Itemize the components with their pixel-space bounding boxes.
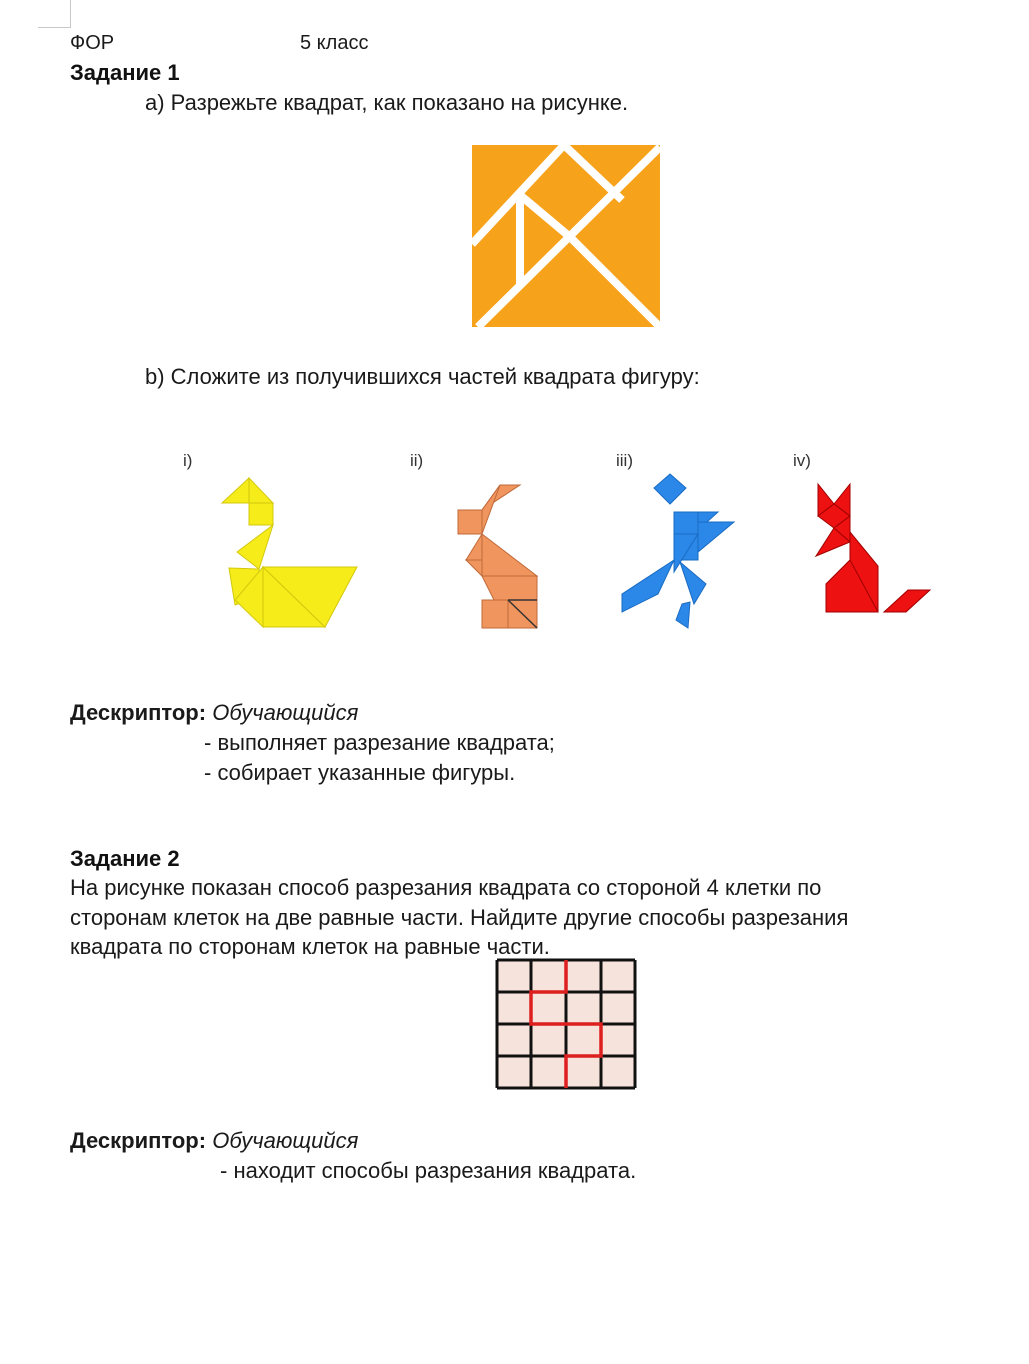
rabbit-paw — [466, 560, 482, 576]
figure-label-ii: ii) — [410, 451, 424, 470]
swan-chest — [237, 525, 273, 569]
task1-part-a: a) Разрежьте квадрат, как показано на рисунке. — [145, 90, 629, 115]
grid-figure — [495, 958, 637, 1090]
task1-title: Задание 1 — [70, 60, 180, 85]
task1-descriptor-item-2: - собирает указанные фигуры. — [204, 760, 516, 785]
task2-descriptor-label: Дескриптор: — [70, 1128, 207, 1153]
task2-title: Задание 2 — [70, 846, 180, 871]
cat-figure — [812, 480, 934, 616]
cat-tail — [884, 590, 930, 612]
figure-label-i: i) — [183, 451, 193, 470]
header-right: 5 класс — [300, 32, 369, 54]
runner-leg-front — [680, 562, 706, 604]
runner-arm — [698, 522, 734, 552]
runner-head — [654, 474, 686, 504]
rabbit-back — [482, 534, 537, 576]
runner-foot — [676, 602, 690, 628]
swan-head — [249, 478, 273, 503]
task2-descriptor-item-1: - находит способы разрезания квадрата. — [220, 1158, 637, 1183]
task2-descriptor — [70, 1128, 358, 1154]
rabbit-neck — [466, 534, 482, 560]
swan-figure — [215, 475, 360, 633]
task2-descriptor-subject: Обучающийся — [212, 1128, 359, 1153]
task1-descriptor — [70, 700, 358, 726]
figure-label-iv: iv) — [793, 451, 811, 470]
rabbit-head — [482, 485, 500, 534]
rabbit-figure — [452, 480, 542, 632]
figure-label-iii: iii) — [616, 451, 633, 470]
swan-neck — [249, 503, 273, 525]
task2-text-line-1: На рисунке показан способ разрезания квадрата со стороной 4 клетки по — [70, 875, 822, 900]
task1-part-b: b) Сложите из получившихся частей квадрата фигуру: — [145, 364, 700, 389]
task2-text-line-3: квадрата по сторонам клеток на равные части. — [70, 934, 550, 959]
task2-text-line-2: сторонам клеток на две равные части. Найдите другие способы разрезания — [70, 905, 849, 930]
task1-descriptor-item-1: - выполняет разрезание квадрата; — [204, 730, 555, 755]
runner-figure — [618, 472, 736, 632]
rabbit-foot — [482, 600, 508, 628]
page-corner-mark — [38, 0, 71, 28]
header-left: ФОР — [70, 32, 115, 54]
rabbit-ear — [458, 510, 482, 534]
tangram-square — [472, 145, 660, 327]
task1-descriptor-label: Дескриптор: — [70, 700, 207, 725]
swan-beak — [222, 478, 249, 503]
task1-descriptor-subject: Обучающийся — [212, 700, 359, 725]
runner-leg-back — [622, 560, 674, 612]
